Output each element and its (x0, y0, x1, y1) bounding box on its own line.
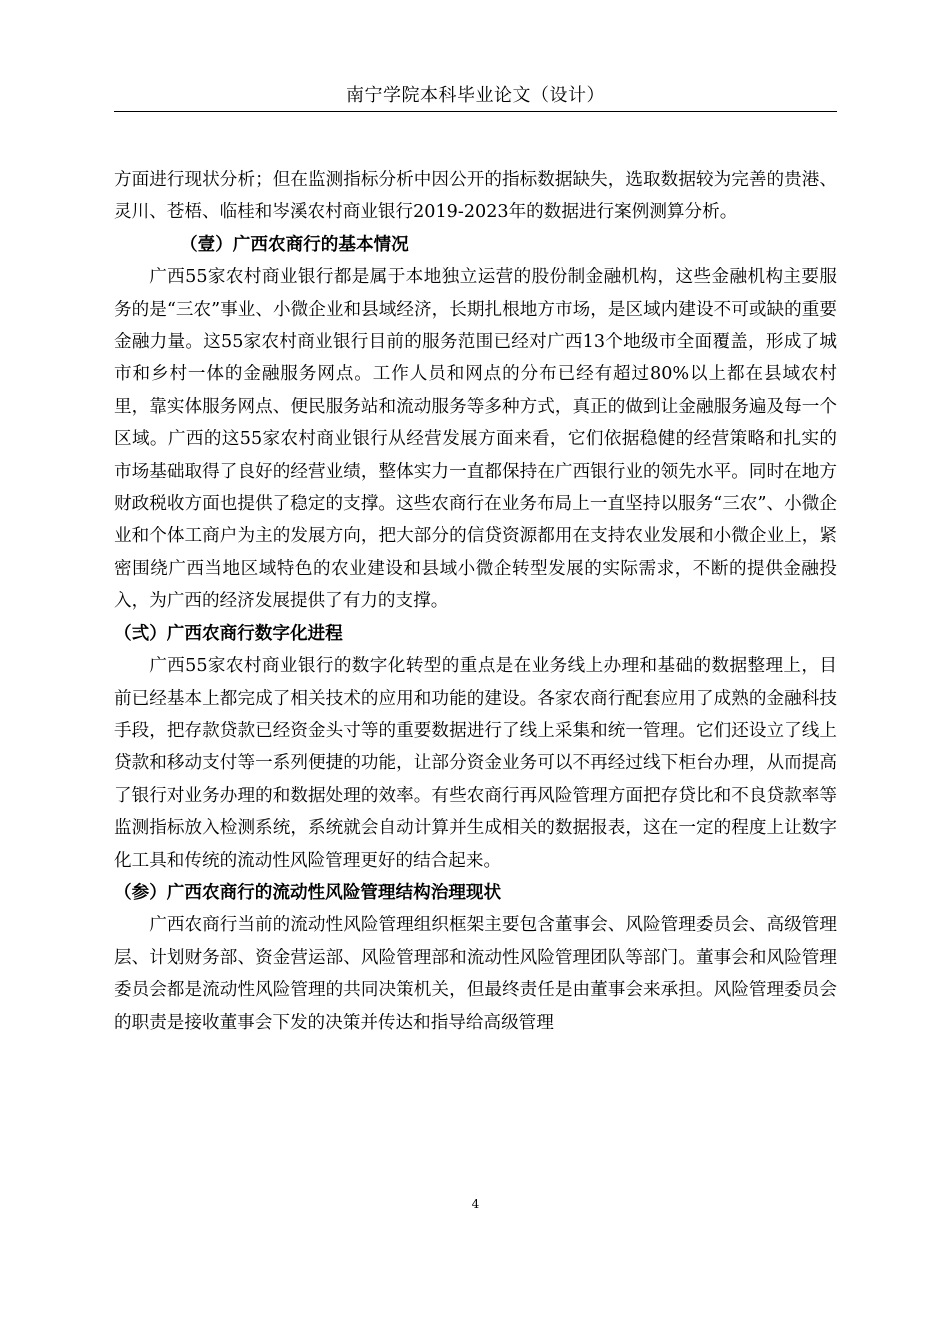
section-heading-governance: （参）广西农商行的流动性风险管理结构治理现状 (114, 881, 502, 903)
section-heading-digitalization: （弍）广西农商行数字化进程 (114, 622, 343, 644)
page-number: 4 (471, 1197, 480, 1211)
section-paragraph-governance: 广西农商行当前的流动性风险管理组织框架主要包含董事会、风险管理委员会、高级管理层、计划财务部、资金营运部、风险管理部和流动性风险管理团队等部门。董事会和风险管理委员会都是流动性风险管理的共同决策机关，但最终责任是由董事会来承担。风险管理委员会的职责是接收董事会下发的决策并传达和指导给高级管理 (114, 915, 837, 1033)
header-divider (114, 111, 837, 112)
section-heading-basic-info: （壹）广西农商行的基本情况 (180, 233, 409, 255)
page-header-title: 南宁学院本科毕业论文（设计） (346, 85, 605, 106)
section-paragraph-digitalization: 广西55家农村商业银行的数字化转型的重点是在业务线上办理和基础的数据整理上，目前已经基本上都完成了相关技术的应用和功能的建设。各家农商行配套应用了成熟的金融科技手段，把存款贷款已经资金头寸等的重要数据进行了线上采集和统一管理。它们还设立了线上贷款和移动支付等一系列便捷的功能，让部分资金业务可以不再经过线下柜台办理，从而提高了银行对业务办理的和数据处理的效率。有些农商行再风险管理方面把存贷比和不良贷款率等监测指标放入检测系统，系统就会自动计算并生成相关的数据报表，这在一定的程度上让数字化工具和传统的流动性风险管理更好的结合起来。 (114, 656, 837, 871)
intro-paragraph: 方面进行现状分析；但在监测指标分析中因公开的指标数据缺失，选取数据较为完善的贵港、灵川、苍梧、临桂和岑溪农村商业银行2019-2023年的数据进行案例测算分析。 (114, 170, 837, 223)
section-paragraph-basic-info: 广西55家农村商业银行都是属于本地独立运营的股份制金融机构，这些金融机构主要服务的是“三农”事业、小微企业和县域经济，长期扎根地方市场，是区域内建设不可或缺的重要金融力量。这55家农村商业银行目前的服务范围已经对广西13个地级市全面覆盖，形成了城市和乡村一体的金融服务网点。工作人员和网点的分布已经有超过80%以上都在县域农村里，靠实体服务网点、便民服务站和流动服务等多种方式，真正的做到让金融服务遍及每一个区域。广西的这55家农村商业银行从经营发展方面来看，它们依据稳健的经营策略和扎实的市场基础取得了良好的经营业绩，整体实力一直都保持在广西银行业的领先水平。同时在地方财政税收方面也提供了稳定的支撑。这些农商行在业务布局上一直坚持以服务“三农”、小微企业和个体工商户为主的发展方向，把大部分的信贷资源都用在支持农业发展和小微企业上，紧密围绕广西当地区域特色的农业建设和县域小微企转型发展的实际需求，不断的提供金融投入，为广西的经济发展提供了有力的支撑。 (114, 267, 837, 612)
document-body (114, 164, 837, 1039)
